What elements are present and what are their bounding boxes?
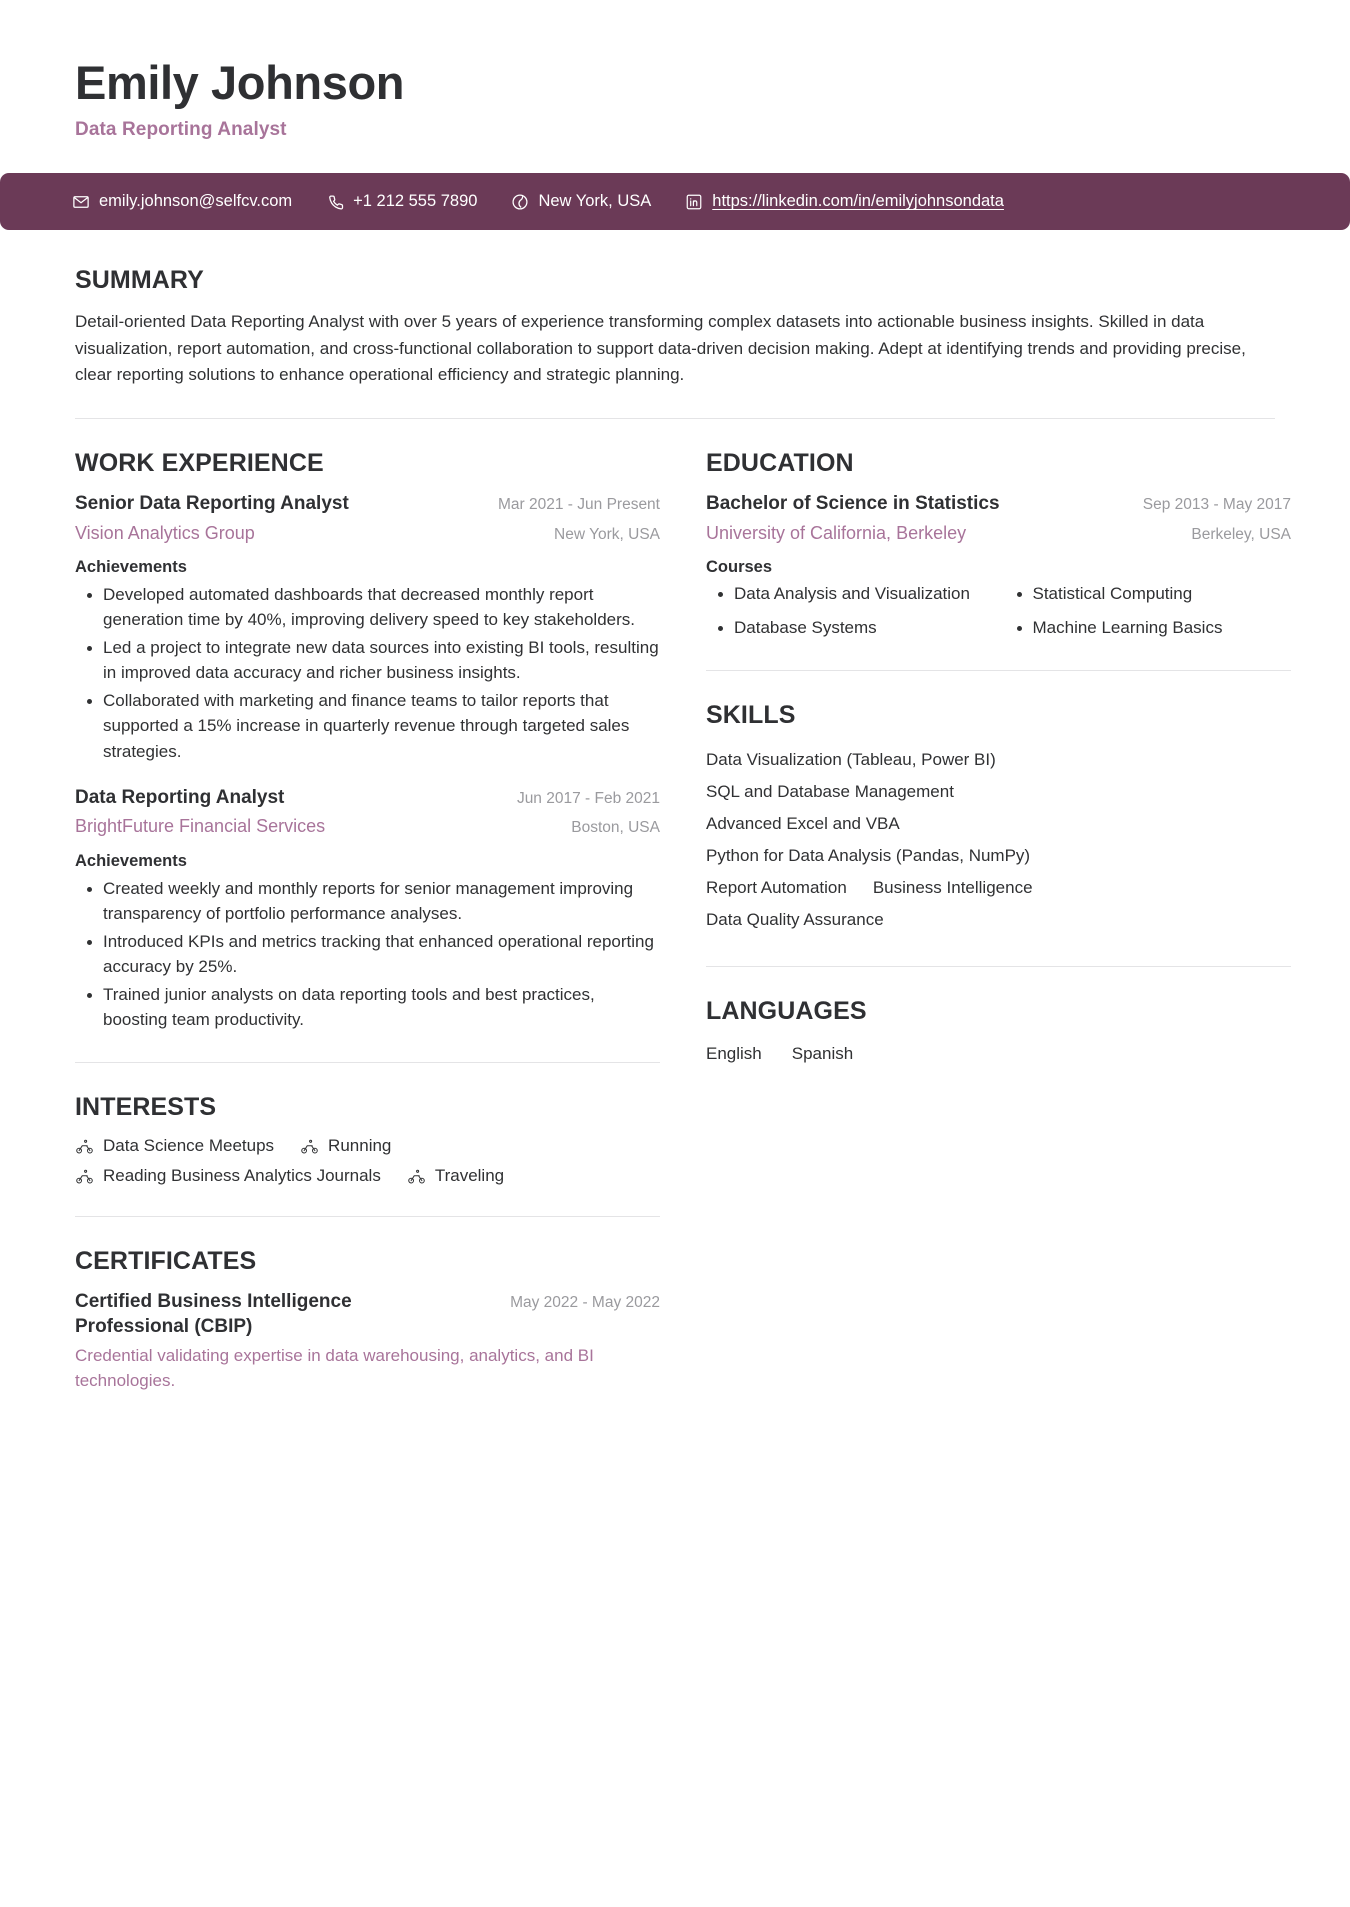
- interests-list: [75, 1136, 635, 1186]
- skills-section: [706, 701, 1291, 936]
- education-location: Berkeley, USA: [1191, 525, 1291, 543]
- certificates-title: CERTIFICATES: [75, 1247, 257, 1276]
- skills-languages-divider: [706, 966, 1291, 967]
- education-section: [706, 449, 1291, 640]
- languages-section: [706, 997, 1291, 1069]
- interest-item: [300, 1136, 391, 1156]
- work-location: New York, USA: [554, 525, 660, 543]
- envelope-icon: [72, 193, 90, 211]
- education-title: EDUCATION: [706, 448, 854, 477]
- skill-row: [706, 872, 1291, 904]
- resume-header: [0, 0, 1350, 167]
- work-experience-section: [75, 449, 660, 1033]
- skill-item: SQL and Database Management: [706, 781, 954, 801]
- contact-item-phone[interactable]: [326, 192, 477, 211]
- columns-wrapper: [75, 448, 1291, 1416]
- work-company: Vision Analytics Group: [75, 522, 255, 543]
- work-achievement-item: Developed automated dashboards that decreased monthly report generation time by 40%, improving delivery speed to key stakeholders.: [75, 582, 660, 632]
- left-column: [75, 449, 660, 1416]
- interest-item: [75, 1136, 274, 1156]
- contact-bar: [0, 173, 1350, 230]
- certificate-name: Certified Business Intelligence Professional (CBIP): [75, 1291, 352, 1338]
- skill-row: [706, 776, 1291, 808]
- work-interests-divider: [75, 1062, 660, 1063]
- work-achievement-item: Collaborated with marketing and finance teams to tailor reports that supported a 15% increase in quarterly revenue through targeted sales strategies.: [75, 688, 660, 763]
- skill-item: Advanced Excel and VBA: [706, 813, 900, 833]
- skill-row: [706, 840, 1291, 872]
- education-courses-list: [706, 582, 1291, 640]
- skill-item: Report Automation: [706, 877, 847, 897]
- work-achievements-list: [75, 582, 660, 764]
- interests-certificates-divider: [75, 1216, 660, 1217]
- certificate-description: Credential validating expertise in data warehousing, analytics, and BI technologies.: [75, 1345, 594, 1391]
- work-dates: Jun 2017 - Feb 2021: [516, 789, 660, 807]
- contact-email-text: emily.johnson@selfcv.com: [99, 192, 293, 211]
- resume-body: [0, 230, 1350, 1415]
- summary-divider: [75, 418, 1275, 419]
- interest-label: Data Science Meetups: [103, 1136, 275, 1156]
- interests-section: [75, 1093, 660, 1186]
- education-dates: Sep 2013 - May 2017: [1142, 495, 1291, 513]
- skill-row: [706, 904, 1291, 936]
- right-column: [706, 449, 1291, 1069]
- certificate-entry: [75, 1290, 660, 1393]
- languages-list: [706, 1040, 1291, 1069]
- certificates-section: [75, 1247, 660, 1393]
- phone-icon: [326, 193, 344, 211]
- work-achievement-item: Led a project to integrate new data sources into existing BI tools, resulting in improved data accuracy and richer business insights.: [75, 635, 660, 685]
- skill-item: Data Quality Assurance: [706, 909, 884, 929]
- interest-item: [407, 1166, 504, 1186]
- work-experience-title: WORK EXPERIENCE: [75, 448, 324, 477]
- skill-item: Data Visualization (Tableau, Power BI): [706, 749, 996, 769]
- bicycle-icon: [75, 1137, 94, 1156]
- work-achievements-list: [75, 876, 660, 1033]
- education-school: University of California, Berkeley: [706, 522, 967, 543]
- work-achievement-item: Trained junior analysts on data reporting tools and best practices, boosting team productivity.: [75, 982, 660, 1032]
- course-item: Data Analysis and Visualization: [706, 582, 993, 606]
- work-achievements-label: Achievements: [75, 557, 187, 576]
- bicycle-icon: [407, 1167, 426, 1186]
- work-achievement-item: Created weekly and monthly reports for senior management improving transparency of portfolio performance analyses.: [75, 876, 660, 926]
- interest-label: Reading Business Analytics Journals: [103, 1166, 381, 1186]
- education-courses-label: Courses: [706, 557, 773, 576]
- contact-item-email[interactable]: [72, 192, 292, 211]
- education-entry: [706, 492, 1291, 640]
- candidate-job-title: Data Reporting Analyst: [75, 119, 287, 141]
- work-position: Data Reporting Analyst: [75, 786, 285, 808]
- education-skills-divider: [706, 670, 1291, 671]
- work-position: Senior Data Reporting Analyst: [75, 492, 349, 514]
- contact-location-text: New York, USA: [538, 192, 652, 211]
- summary-text: Detail-oriented Data Reporting Analyst with over 5 years of experience transforming complex datasets into actionable business insights. Skilled in data visualization, report automation, and cross-functional collaboration to support data-driven decision making. Adept at identifying trends and providing precise, clear reporting solutions to enhance operational efficiency and strategic planning.: [75, 312, 1246, 384]
- skill-row: [706, 744, 1291, 776]
- candidate-name: Emily Johnson: [75, 56, 405, 109]
- interest-item: [75, 1166, 381, 1186]
- course-item: Statistical Computing: [1005, 582, 1292, 606]
- skill-item: Python for Data Analysis (Pandas, NumPy): [706, 845, 1031, 865]
- summary-title: SUMMARY: [75, 266, 204, 295]
- work-achievements-label: Achievements: [75, 851, 187, 870]
- education-degree: Bachelor of Science in Statistics: [706, 492, 1000, 514]
- interests-title: INTERESTS: [75, 1093, 217, 1122]
- language-item: English: [706, 1043, 762, 1063]
- contact-linkedin-link[interactable]: https://linkedin.com/in/emilyjohnsondata: [712, 192, 1004, 211]
- bicycle-icon: [300, 1137, 319, 1156]
- linkedin-icon: [685, 193, 703, 211]
- work-dates: Mar 2021 - Jun Present: [498, 495, 660, 513]
- work-entry: [75, 492, 660, 764]
- summary-section: [75, 230, 1275, 419]
- course-item: Machine Learning Basics: [1005, 616, 1292, 640]
- course-item: Database Systems: [706, 616, 993, 640]
- bicycle-icon: [75, 1167, 94, 1186]
- interest-label: Running: [328, 1136, 392, 1156]
- skills-list: [706, 744, 1291, 936]
- language-item: Spanish: [791, 1043, 854, 1063]
- work-achievement-item: Introduced KPIs and metrics tracking that enhanced operational reporting accuracy by 25%.: [75, 929, 660, 979]
- work-company: BrightFuture Financial Services: [75, 816, 326, 837]
- interest-label: Traveling: [434, 1166, 505, 1186]
- certificate-dates: May 2022 - May 2022: [510, 1294, 660, 1312]
- contact-item-linkedin[interactable]: [685, 192, 1004, 211]
- globe-icon: [511, 193, 529, 211]
- skill-item: Business Intelligence: [872, 877, 1033, 897]
- contact-item-location[interactable]: [511, 192, 651, 211]
- work-location: Boston, USA: [571, 819, 660, 837]
- work-entry: [75, 786, 660, 1033]
- contact-phone-text: +1 212 555 7890: [353, 192, 478, 211]
- languages-title: LANGUAGES: [706, 996, 867, 1025]
- skill-row: [706, 808, 1291, 840]
- skills-title: SKILLS: [706, 700, 796, 729]
